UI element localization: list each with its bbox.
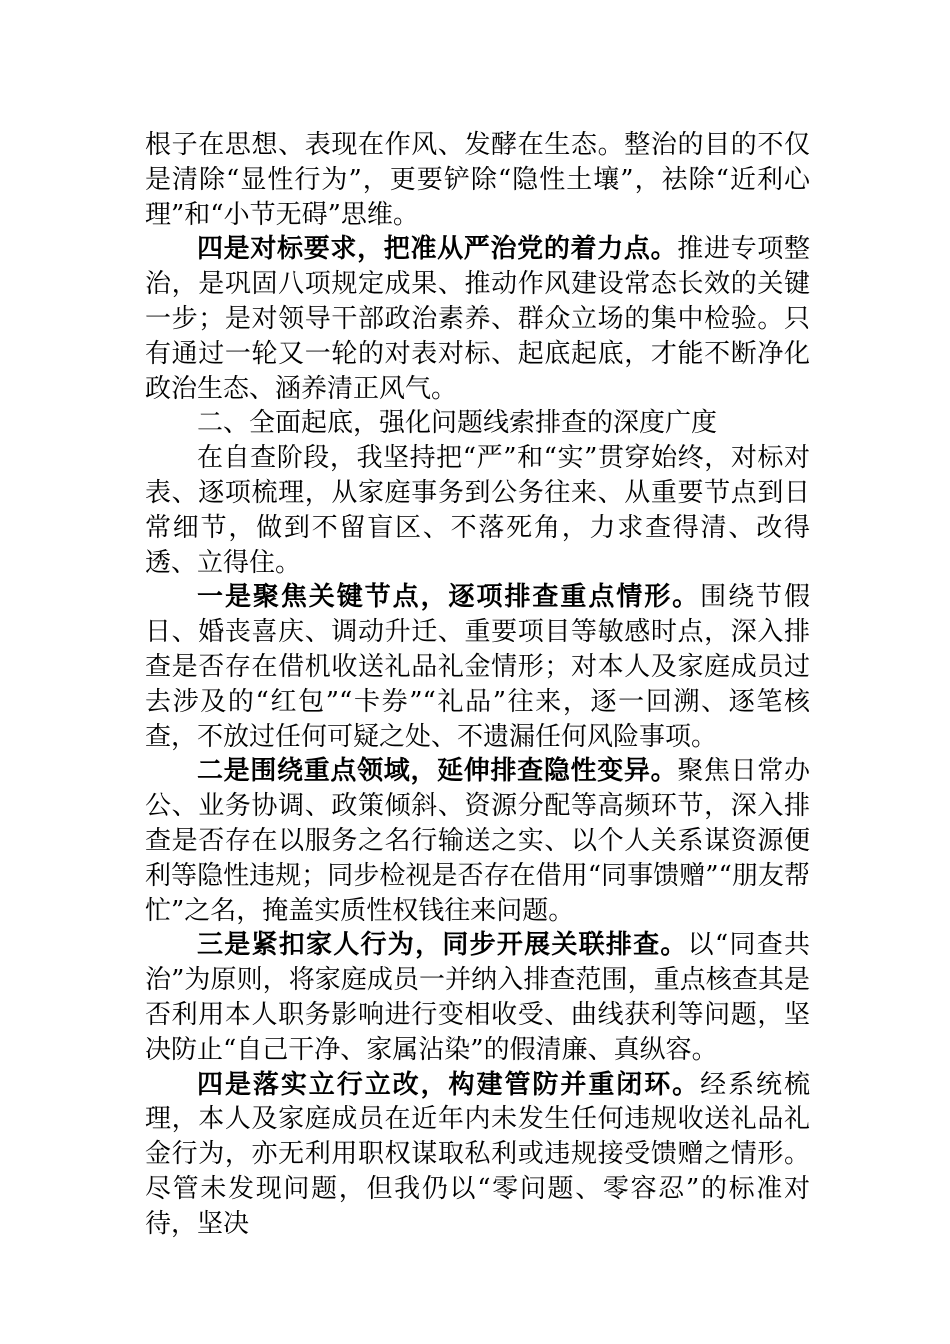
- paragraph-continuation: [145, 128, 810, 232]
- section-heading: [145, 406, 810, 441]
- paragraph-point-four: [145, 232, 810, 406]
- paragraph-text: 围绕节假日、婚丧喜庆、调动升迁、重要项目等敏感时点，深入排查是否存在借机收送礼品礼金情形；对本人及家庭成员过去涉及的“红包”“卡券”“礼品”往来，逐一回溯、逐笔核查，不放过任何可疑之处、不遗漏任何风险事项。: [145, 582, 810, 752]
- paragraph-point-two: [145, 754, 810, 928]
- paragraph-intro: [145, 441, 810, 580]
- paragraph-text: 在自查阶段，我坚持把“严”和“实”贯穿始终，对标对表、逐项梳理，从家庭事务到公务往来、从重要节点到日常细节，做到不留盲区、不落死角，力求查得清、改得透、立得住。: [145, 443, 810, 578]
- paragraph-lead: 二是围绕重点领域，延伸排查隐性变异。: [197, 756, 678, 787]
- paragraph-text: 根子在思想、表现在作风、发酵在生态。整治的目的不仅是清除“显性行为”，更要铲除“隐性土壤”，祛除“近利心理”和“小节无碍”思维。: [145, 130, 810, 230]
- paragraph-text: 聚焦日常办公、业务协调、政策倾斜、资源分配等高频环节，深入排查是否存在以服务之名行输送之实、以个人关系谋资源便利等隐性违规；同步检视是否存在借用“同事馈赠”“朋友帮忙”之名，掩盖实质性权钱往来问题。: [145, 756, 810, 926]
- paragraph-point-one: [145, 580, 810, 754]
- paragraph-lead: 四是落实立行立改，构建管防并重闭环。: [197, 1069, 701, 1100]
- section-heading-text: 二、全面起底，强化问题线索排查的深度广度: [197, 408, 718, 439]
- paragraph-point-four-b: [145, 1068, 810, 1242]
- paragraph-point-three: [145, 928, 810, 1067]
- paragraph-lead: 一是聚焦关键节点，逐项排查重点情形。: [197, 582, 701, 613]
- paragraph-text: 经系统梳理，本人及家庭成员在近年内未发生任何违规收送礼品礼金行为，亦无利用职权谋取私利或违规接受馈赠之情形。尽管未发现问题，但我仍以“零问题、零容忍”的标准对待，坚决: [145, 1069, 810, 1239]
- paragraph-lead: 三是紧扣家人行为，同步开展关联排查。: [197, 930, 688, 961]
- paragraph-text: 以“同查共治”为原则，将家庭成员一并纳入排查范围，重点核查其是否利用本人职务影响进行变相收受、曲线获利等问题，坚决防止“自己干净、家属沾染”的假清廉、真纵容。: [145, 930, 810, 1065]
- paragraph-text: 推进专项整治，是巩固八项规定成果、推动作风建设常态长效的关键一步；是对领导干部政治素养、群众立场的集中检验。只有通过一轮又一轮的对表对标、起底起底，才能不断净化政治生态、涵养清正风气。: [145, 234, 810, 404]
- document-page: [145, 128, 810, 1242]
- paragraph-lead: 四是对标要求，把准从严治党的着力点。: [197, 234, 678, 265]
